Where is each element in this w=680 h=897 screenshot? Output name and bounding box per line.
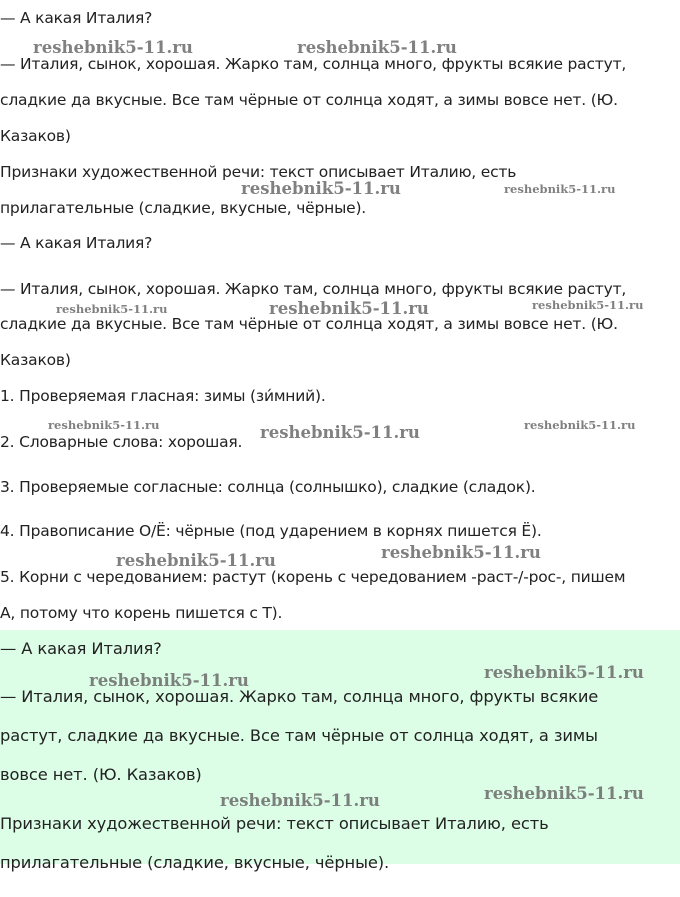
dialog-answer-line-1: — Италия, сынок, хорошая. Жарко там, солнца много, фрукты всякие	[0, 687, 599, 706]
watermark: reshebnik5-11.ru	[269, 299, 429, 318]
watermark: reshebnik5-11.ru	[260, 423, 420, 442]
analysis-item-4: 4. Правописание О/Ё: чёрные (под ударением в корнях пишется Ё).	[0, 522, 542, 540]
watermark: reshebnik5-11.ru	[220, 791, 380, 810]
dialog-answer-line-2: сладкие да вкусные. Все там чёрные от солнца ходят, а зимы вовсе нет. (Ю.	[0, 91, 618, 109]
analysis-item-5-line-1: 5. Корни с чередованием: растут (корень с чередованием -раст-/-рос-, пишем	[0, 568, 626, 586]
watermark: reshebnik5-11.ru	[89, 671, 249, 690]
watermark: reshebnik5-11.ru	[484, 784, 644, 803]
watermark: reshebnik5-11.ru	[48, 418, 160, 432]
watermark: reshebnik5-11.ru	[56, 302, 168, 316]
analysis-item-3: 3. Проверяемые согласные: солнца (солнышко), сладкие (сладок).	[0, 478, 536, 496]
watermark: reshebnik5-11.ru	[532, 298, 644, 312]
dialog-answer-line-1: — Италия, сынок, хорошая. Жарко там, солнца много, фрукты всякие растут,	[0, 55, 627, 73]
watermark: reshebnik5-11.ru	[33, 38, 193, 57]
dialog-question: — А какая Италия?	[0, 9, 153, 27]
watermark: reshebnik5-11.ru	[524, 418, 636, 432]
dialog-answer-line-1: — Италия, сынок, хорошая. Жарко там, солнца много, фрукты всякие растут,	[0, 280, 627, 298]
dialog-question: — А какая Италия?	[0, 639, 162, 658]
analysis-item-1: 1. Проверяемая гласная: зимы (зи́мний).	[0, 387, 326, 405]
dialog-answer-line-3: Казаков)	[0, 351, 71, 369]
dialog-answer-line-2: сладкие да вкусные. Все там чёрные от солнца ходят, а зимы вовсе нет. (Ю.	[0, 315, 618, 333]
watermark: reshebnik5-11.ru	[484, 663, 644, 682]
watermark: reshebnik5-11.ru	[241, 179, 401, 198]
dialog-answer-line-3: Казаков)	[0, 127, 71, 145]
watermark: reshebnik5-11.ru	[297, 38, 457, 57]
analysis-item-2: 2. Словарные слова: хорошая.	[0, 433, 243, 451]
watermark: reshebnik5-11.ru	[504, 182, 616, 196]
watermark: reshebnik5-11.ru	[116, 551, 276, 570]
signs-line-1: Признаки художественной речи: текст описывает Италию, есть	[0, 163, 517, 181]
signs-line-2: прилагательные (сладкие, вкусные, чёрные).	[0, 853, 390, 872]
watermark: reshebnik5-11.ru	[381, 543, 541, 562]
dialog-answer-line-2: растут, сладкие да вкусные. Все там чёрные от солнца ходят, а зимы	[0, 726, 598, 745]
signs-line-1: Признаки художественной речи: текст описывает Италию, есть	[0, 814, 549, 833]
dialog-question: — А какая Италия?	[0, 234, 153, 252]
signs-line-2: прилагательные (сладкие, вкусные, чёрные).	[0, 199, 367, 217]
dialog-answer-line-3: вовсе нет. (Ю. Казаков)	[0, 765, 202, 784]
analysis-item-5-line-2: А, потому что корень пишется с Т).	[0, 604, 283, 622]
